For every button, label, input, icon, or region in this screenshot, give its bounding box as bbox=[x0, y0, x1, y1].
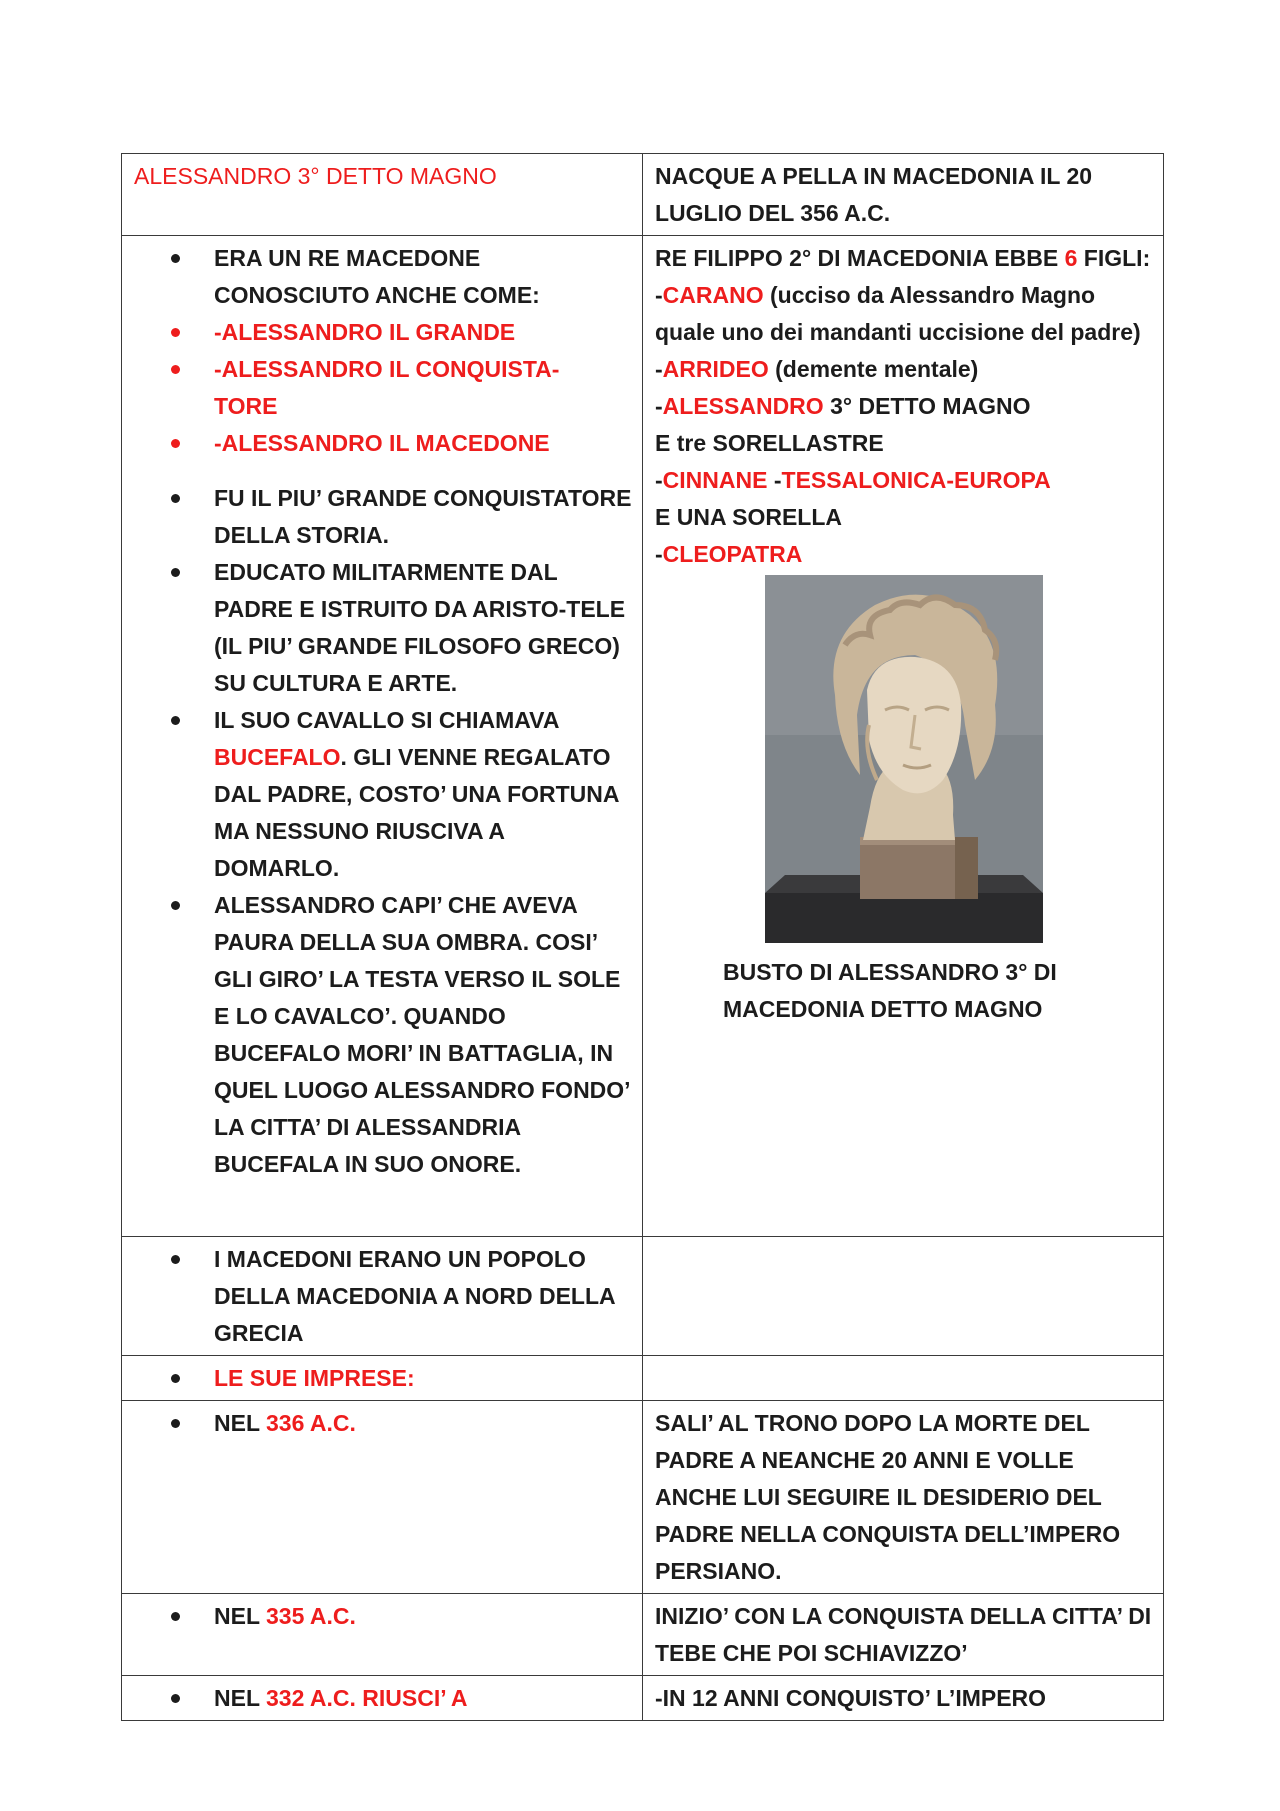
list-item bbox=[134, 1360, 632, 1397]
bullet-text: IL SUO CAVALLO SI CHIAMAVA bbox=[214, 707, 559, 733]
bullet-text: ERA UN RE MACEDONE CONOSCIUTO ANCHE COME: bbox=[214, 245, 540, 308]
table-cell bbox=[643, 154, 1164, 236]
name-cinnane: CINNANE bbox=[662, 467, 768, 493]
bullet-icon bbox=[171, 901, 180, 910]
list-item bbox=[134, 1680, 632, 1717]
list-item bbox=[134, 1241, 632, 1352]
family-note: (ucciso da Alessandro Magno quale uno dei mandanti uccisione del padre) bbox=[655, 282, 1141, 345]
family-line: FIGLI: bbox=[1077, 245, 1151, 271]
dash: - bbox=[655, 541, 663, 567]
event-text: -IN 12 ANNI CONQUISTO’ L’IMPERO bbox=[655, 1685, 1047, 1711]
table-cell bbox=[643, 1594, 1164, 1676]
bullet-text: . GLI VENNE REGALATO DAL PADRE, COSTO’ UNA FORTUNA MA NESSUNO RIUSCIVA A DOMARLO. bbox=[214, 744, 619, 881]
list-item bbox=[134, 314, 632, 351]
family-line: E tre SORELLASTRE bbox=[655, 430, 884, 456]
year-text: 336 A.C. bbox=[265, 1410, 356, 1436]
dash: - bbox=[767, 467, 782, 493]
family-note: (demente mentale) bbox=[768, 356, 979, 382]
list-item bbox=[134, 425, 632, 462]
bullet-text: -ALESSANDRO IL CONQUISTA-TORE bbox=[214, 356, 560, 419]
year-text: 335 A.C. bbox=[265, 1603, 356, 1629]
bullet-list bbox=[134, 1405, 632, 1442]
bullet-text: LE SUE IMPRESE: bbox=[214, 1365, 415, 1391]
bullet-icon bbox=[171, 716, 180, 725]
bullet-icon bbox=[171, 494, 180, 503]
table-cell bbox=[122, 236, 643, 1237]
name-arrideo: ARRIDEO bbox=[662, 356, 769, 382]
family-line: E UNA SORELLA bbox=[655, 504, 842, 530]
dash: - bbox=[655, 282, 663, 308]
bullet-list bbox=[134, 1598, 632, 1635]
list-item bbox=[134, 351, 632, 425]
horse-name: BUCEFALO bbox=[214, 744, 341, 770]
event-text: INIZIO’ CON LA CONQUISTA DELLA CITTA’ DI TEBE CHE POI SCHIAVIZZO’ bbox=[655, 1603, 1152, 1666]
table-row bbox=[122, 154, 1164, 236]
table-row bbox=[122, 1401, 1164, 1594]
bullet-text: ALESSANDRO CAPI’ CHE AVEVA PAURA DELLA SUA OMBRA. COSI’ GLI GIRO’ LA TESTA VERSO IL SOLE E LO CAVALCO’. QUANDO BUCEFALO MORI’ IN BATTAGLIA, IN QUEL LUOGO ALESSANDRO FONDO’ LA CITTA’ DI ALESSANDRIA BUCEFALA IN SUO ONORE. bbox=[214, 892, 630, 1177]
table-cell bbox=[122, 1401, 643, 1594]
family-line bbox=[655, 536, 1153, 573]
table-row bbox=[122, 1676, 1164, 1721]
bullet-text: -ALESSANDRO IL GRANDE bbox=[214, 319, 516, 345]
bullet-icon bbox=[171, 365, 180, 374]
bust-caption: BUSTO DI ALESSANDRO 3° DI MACEDONIA DETTO MAGNO bbox=[723, 959, 1057, 1022]
bust-of-alexander-image bbox=[765, 575, 1043, 943]
bullet-icon bbox=[171, 568, 180, 577]
alessandro-table bbox=[121, 153, 1164, 1721]
bullet-icon bbox=[171, 439, 180, 448]
list-item bbox=[134, 1598, 632, 1635]
name-cleopatra: CLEOPATRA bbox=[662, 541, 803, 567]
table-cell bbox=[122, 1237, 643, 1356]
table-row bbox=[122, 1237, 1164, 1356]
year-text: 332 A.C. RIUSCI’ A bbox=[265, 1685, 468, 1711]
event-text: SALI’ AL TRONO DOPO LA MORTE DEL PADRE A NEANCHE 20 ANNI E VOLLE ANCHE LUI SEGUIRE IL DESIDERIO DEL PADRE NELLA CONQUISTA DELL’IMPERO PERSIANO. bbox=[655, 1410, 1121, 1584]
table-row bbox=[122, 1356, 1164, 1401]
table-cell bbox=[643, 236, 1164, 1237]
bust-image bbox=[655, 575, 1153, 954]
dash: - bbox=[655, 393, 663, 419]
list-spacer bbox=[134, 462, 632, 480]
name-alessandro: ALESSANDRO bbox=[662, 393, 824, 419]
family-line bbox=[655, 462, 1153, 499]
bullet-text: NEL bbox=[214, 1410, 266, 1436]
table-cell bbox=[643, 1356, 1164, 1401]
table-cell bbox=[643, 1401, 1164, 1594]
family-line: RE FILIPPO 2° DI MACEDONIA EBBE bbox=[655, 245, 1065, 271]
bullet-text: NEL bbox=[214, 1603, 266, 1629]
table-row bbox=[122, 1594, 1164, 1676]
bullet-list bbox=[134, 1680, 632, 1717]
bullet-text: -ALESSANDRO IL MACEDONE bbox=[214, 430, 550, 456]
list-item bbox=[134, 554, 632, 702]
bullet-list bbox=[134, 240, 632, 1183]
table-cell bbox=[643, 1237, 1164, 1356]
bullet-icon bbox=[171, 1612, 180, 1621]
list-item bbox=[134, 480, 632, 554]
table-row bbox=[122, 236, 1164, 1237]
family-note: 3° DETTO MAGNO bbox=[823, 393, 1031, 419]
family-text bbox=[655, 240, 1153, 277]
dash: - bbox=[655, 356, 663, 382]
bullet-list bbox=[134, 1360, 632, 1397]
name-carano: CARANO bbox=[662, 282, 764, 308]
bullet-text: EDUCATO MILITARMENTE DAL PADRE E ISTRUITO DA ARISTO-TELE (IL PIU’ GRANDE FILOSOFO GRECO) SU CULTURA E ARTE. bbox=[214, 559, 626, 696]
bullet-icon bbox=[171, 1374, 180, 1383]
table-cell bbox=[122, 1356, 643, 1401]
bullet-icon bbox=[171, 1255, 180, 1264]
table-cell bbox=[122, 1594, 643, 1676]
bullet-icon bbox=[171, 254, 180, 263]
family-line bbox=[655, 388, 1153, 425]
bullet-icon bbox=[171, 1419, 180, 1428]
birth-text: NACQUE A PELLA IN MACEDONIA IL 20 LUGLIO DEL 356 A.C. bbox=[655, 163, 1093, 226]
bullet-icon bbox=[171, 1694, 180, 1703]
bullet-icon bbox=[171, 328, 180, 337]
list-item bbox=[134, 1405, 632, 1442]
children-count: 6 bbox=[1064, 245, 1078, 271]
table-cell bbox=[643, 1676, 1164, 1721]
bullet-text: NEL bbox=[214, 1685, 266, 1711]
family-line bbox=[655, 277, 1153, 351]
table-cell bbox=[122, 1676, 643, 1721]
table-cell bbox=[122, 154, 643, 236]
list-item bbox=[134, 702, 632, 887]
bullet-text: I MACEDONI ERANO UN POPOLO DELLA MACEDONIA A NORD DELLA GRECIA bbox=[214, 1246, 615, 1346]
bullet-text: FU IL PIU’ GRANDE CONQUISTATORE DELLA STORIA. bbox=[214, 485, 632, 548]
title-text: ALESSANDRO 3° DETTO MAGNO bbox=[134, 163, 497, 189]
family-line bbox=[655, 351, 1153, 388]
list-item bbox=[134, 887, 632, 1183]
name-tessalonica: TESSALONICA-EUROPA bbox=[781, 467, 1051, 493]
bullet-list bbox=[134, 1241, 632, 1352]
list-item bbox=[134, 240, 632, 314]
dash: - bbox=[655, 467, 663, 493]
